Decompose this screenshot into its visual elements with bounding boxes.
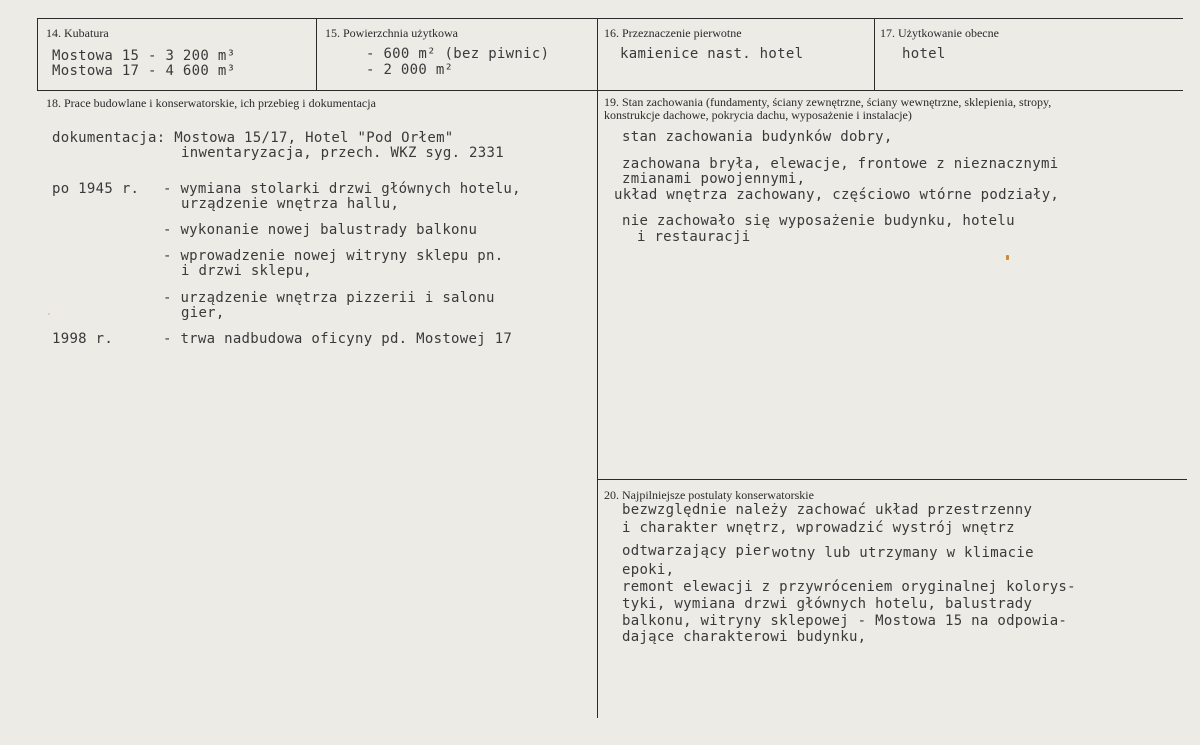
work-entry-3-line1: - wprowadzenie nowej witryny sklepu pn. <box>163 248 504 264</box>
ink-speck <box>48 313 50 315</box>
work-entry-1-line1: - wymiana stolarki drzwi głównych hotelu, <box>163 181 521 197</box>
condition-line-2: zachowana bryła, elewacje, frontowe z nieznacznymi <box>622 156 1059 172</box>
left-border <box>37 18 38 91</box>
top-border <box>37 18 1183 19</box>
box19-label-line1: 19. Stan zachowania (fundamenty, ściany zewnętrzne, ściany wewnętrzne, sklepienia, stropy, <box>604 95 1052 109</box>
box15-area-line2: - 2 000 m² <box>366 62 454 78</box>
divider-19-20 <box>597 479 1187 480</box>
postulate-line-3a: odtwarzający pier <box>622 543 771 559</box>
divider-16-17 <box>874 18 875 91</box>
condition-line-5: nie zachowało się wyposażenie budynku, hotelu <box>622 213 1015 229</box>
box16-original-purpose: kamienice nast. hotel <box>620 46 804 62</box>
postulate-line-5: remont elewacji z przywróceniem oryginalnej kolorys- <box>622 579 1076 595</box>
header-row-divider <box>37 90 1183 91</box>
box14-volume-line1: Mostowa 15 - 3 200 m³ <box>52 48 236 64</box>
work-entry-2-line1: - wykonanie nowej balustrady balkonu <box>163 222 478 238</box>
box18-label: 18. Prace budowlane i konserwatorskie, ich przebieg i dokumentacja <box>46 96 376 110</box>
postulate-line-4: epoki, <box>622 562 675 578</box>
postulate-line-6: tyki, wymiana drzwi głównych hotelu, balustrady <box>622 596 1033 612</box>
condition-line-4: układ wnętrza zachowany, częściowo wtórne podziały, <box>614 187 1060 203</box>
work-entry-4-line1: - urządzenie wnętrza pizzerii i salonu <box>163 290 495 306</box>
condition-line-1: stan zachowania budynków dobry, <box>622 129 893 145</box>
ink-speck <box>1006 255 1009 260</box>
postulate-line-7: balkonu, witryny sklepowej - Mostowa 15 na odpowia- <box>622 613 1068 629</box>
work-entry-1998: - trwa nadbudowa oficyny pd. Mostowej 17 <box>163 331 513 347</box>
date-1998: 1998 r. <box>52 331 114 347</box>
divider-14-15 <box>316 18 317 91</box>
condition-line-3: zmianami powojennymi, <box>622 171 806 187</box>
box16-label: 16. Przeznaczenie pierwotne <box>604 26 742 40</box>
box15-label: 15. Powierzchnia użytkowa <box>325 26 458 40</box>
box17-current-use: hotel <box>902 46 946 62</box>
postulate-line-1: bezwzględnie należy zachować układ przestrzenny <box>622 502 1033 518</box>
condition-line-6: i restauracji <box>637 229 751 245</box>
box19-label-line2: konstrukcje dachowe, pokrycia dachu, wyposażenie i instalacje) <box>604 108 912 122</box>
postulate-line-3b: wotny lub utrzymany w klimacie <box>772 545 1034 561</box>
main-vertical-divider <box>597 18 598 718</box>
work-entry-4-line2: gier, <box>181 305 225 321</box>
box20-label: 20. Najpilniejsze postulaty konserwatorskie <box>604 488 814 502</box>
date-post-1945: po 1945 r. <box>52 181 140 197</box>
work-entry-3-line2: i drzwi sklepu, <box>181 263 312 279</box>
documentation-line1: dokumentacja: Mostowa 15/17, Hotel "Pod Orłem" <box>52 130 454 146</box>
postulate-line-8: dające charakterowi budynku, <box>622 629 867 645</box>
box14-volume-line2: Mostowa 17 - 4 600 m³ <box>52 63 236 79</box>
postulate-line-2: i charakter wnętrz, wprowadzić wystrój wnętrz <box>622 520 1015 536</box>
box15-area-line1: - 600 m² (bez piwnic) <box>366 46 550 62</box>
work-entry-1-line2: urządzenie wnętrza hallu, <box>181 196 400 212</box>
box17-label: 17. Użytkowanie obecne <box>880 26 999 40</box>
documentation-line2: inwentaryzacja, przech. WKZ syg. 2331 <box>181 145 504 161</box>
box14-label: 14. Kubatura <box>46 26 109 40</box>
